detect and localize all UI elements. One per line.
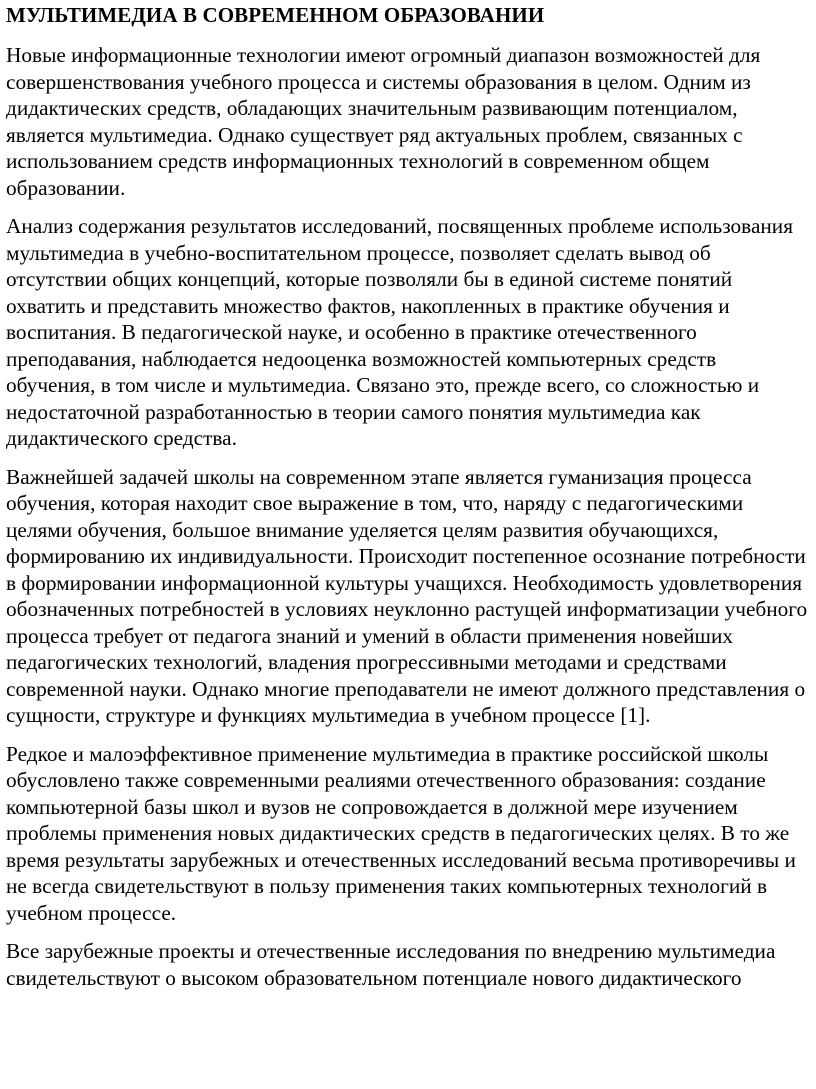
paragraph-3 [6, 464, 812, 729]
text-line: обусловлено также современными реалиями отечественного образования: создание [6, 768, 766, 792]
text-line: процесса требует от педагога знаний и умений в области применения новейших [6, 623, 733, 648]
document-body [6, 42, 812, 991]
text-line: использованием средств информационных технологий в современном общем [6, 149, 710, 173]
text-line: время результаты зарубежных и отечественных исследований весьма противоречивы и [6, 847, 796, 872]
text-line: формированию их индивидуальности. Происходит постепенное осознание потребности [6, 544, 806, 568]
paragraph-4 [6, 741, 812, 927]
paragraph-2 [6, 213, 812, 452]
text-line: обучения, в том числе и мультимедиа. Связано это, прежде всего, со сложностью и [6, 373, 760, 397]
text-line: не всегда свидетельствуют в пользу применения таких компьютерных технологий в [6, 874, 768, 898]
text-line: педагогических технологий, владения прогрессивными методами и средствами [6, 650, 727, 674]
document-title: МУЛЬТИМЕДИА В СОВРЕМЕННОМ ОБРАЗОВАНИИ [6, 3, 545, 27]
text-line: образовании. [6, 175, 126, 200]
text-line: охватить и представить множество фактов, накопленных в практике обучения и [6, 293, 730, 318]
text-line: учебном процессе. [6, 900, 177, 925]
text-line: воспитания. В педагогической науке, и особенно в практике отечественного [6, 320, 697, 344]
text-line: мультимедиа в учебно-воспитательном процессе, позволяет сделать вывод об [6, 240, 711, 265]
text-line: Анализ содержания результатов исследований, посвященных проблеме использования [6, 214, 793, 238]
text-line: недостаточной разработанностью в теории самого понятия мультимедиа как [6, 399, 701, 424]
text-line: дидактических средств, обладающих значительным развивающим потенциалом, [6, 96, 738, 120]
text-line: обучения, которая находит свое выражение в том, что, наряду с педагогическими [6, 491, 744, 515]
text-line: сущности, структуре и функциях мультимедиа в учебном процессе [1]. [6, 703, 651, 727]
text-line: Все зарубежные проекты и отечественные исследования по внедрению мультимедиа [6, 939, 776, 963]
text-line: компьютерной базы школ и вузов не сопровождается в должной мере изучением [6, 794, 738, 819]
text-line: обозначенных потребностей в условиях неуклонно растущей информатизации учебного [6, 597, 808, 621]
text-line: преподавания, наблюдается недооценка возможностей компьютерных средств [6, 346, 717, 371]
text-line: Важнейшей задачей школы на современном этапе является гуманизация процесса [6, 464, 752, 489]
text-line: Редкое и малоэффективное применение мультимедиа в практике российской школы [6, 741, 769, 766]
text-line: в формировании информационной культуры учащихся. Необходимость удовлетворения [6, 570, 803, 595]
text-line: является мультимедиа. Однако существует ряд актуальных проблем, связанных с [6, 122, 743, 147]
paragraph-5 [6, 938, 812, 991]
text-line: отсутствии общих концепций, которые позволяли бы в единой системе понятий [6, 267, 733, 291]
text-line: целями обучения, большое внимание уделяется целям развития обучающихся, [6, 517, 719, 542]
paragraph-1 [6, 42, 812, 201]
document-page [6, 0, 812, 991]
text-line: свидетельствуют о высоком образовательном потенциале нового дидактического [6, 965, 742, 990]
text-line: проблемы применения новых дидактических средств в педагогических целях. В то же [6, 821, 790, 845]
text-line: Новые информационные технологии имеют огромный диапазон возможностей для [6, 43, 761, 67]
text-line: совершенствования учебного процесса и системы образования в целом. Одним из [6, 69, 751, 94]
text-line: современной науки. Однако многие преподаватели не имеют должного представления о [6, 676, 806, 701]
text-line: дидактического средства. [6, 426, 237, 450]
